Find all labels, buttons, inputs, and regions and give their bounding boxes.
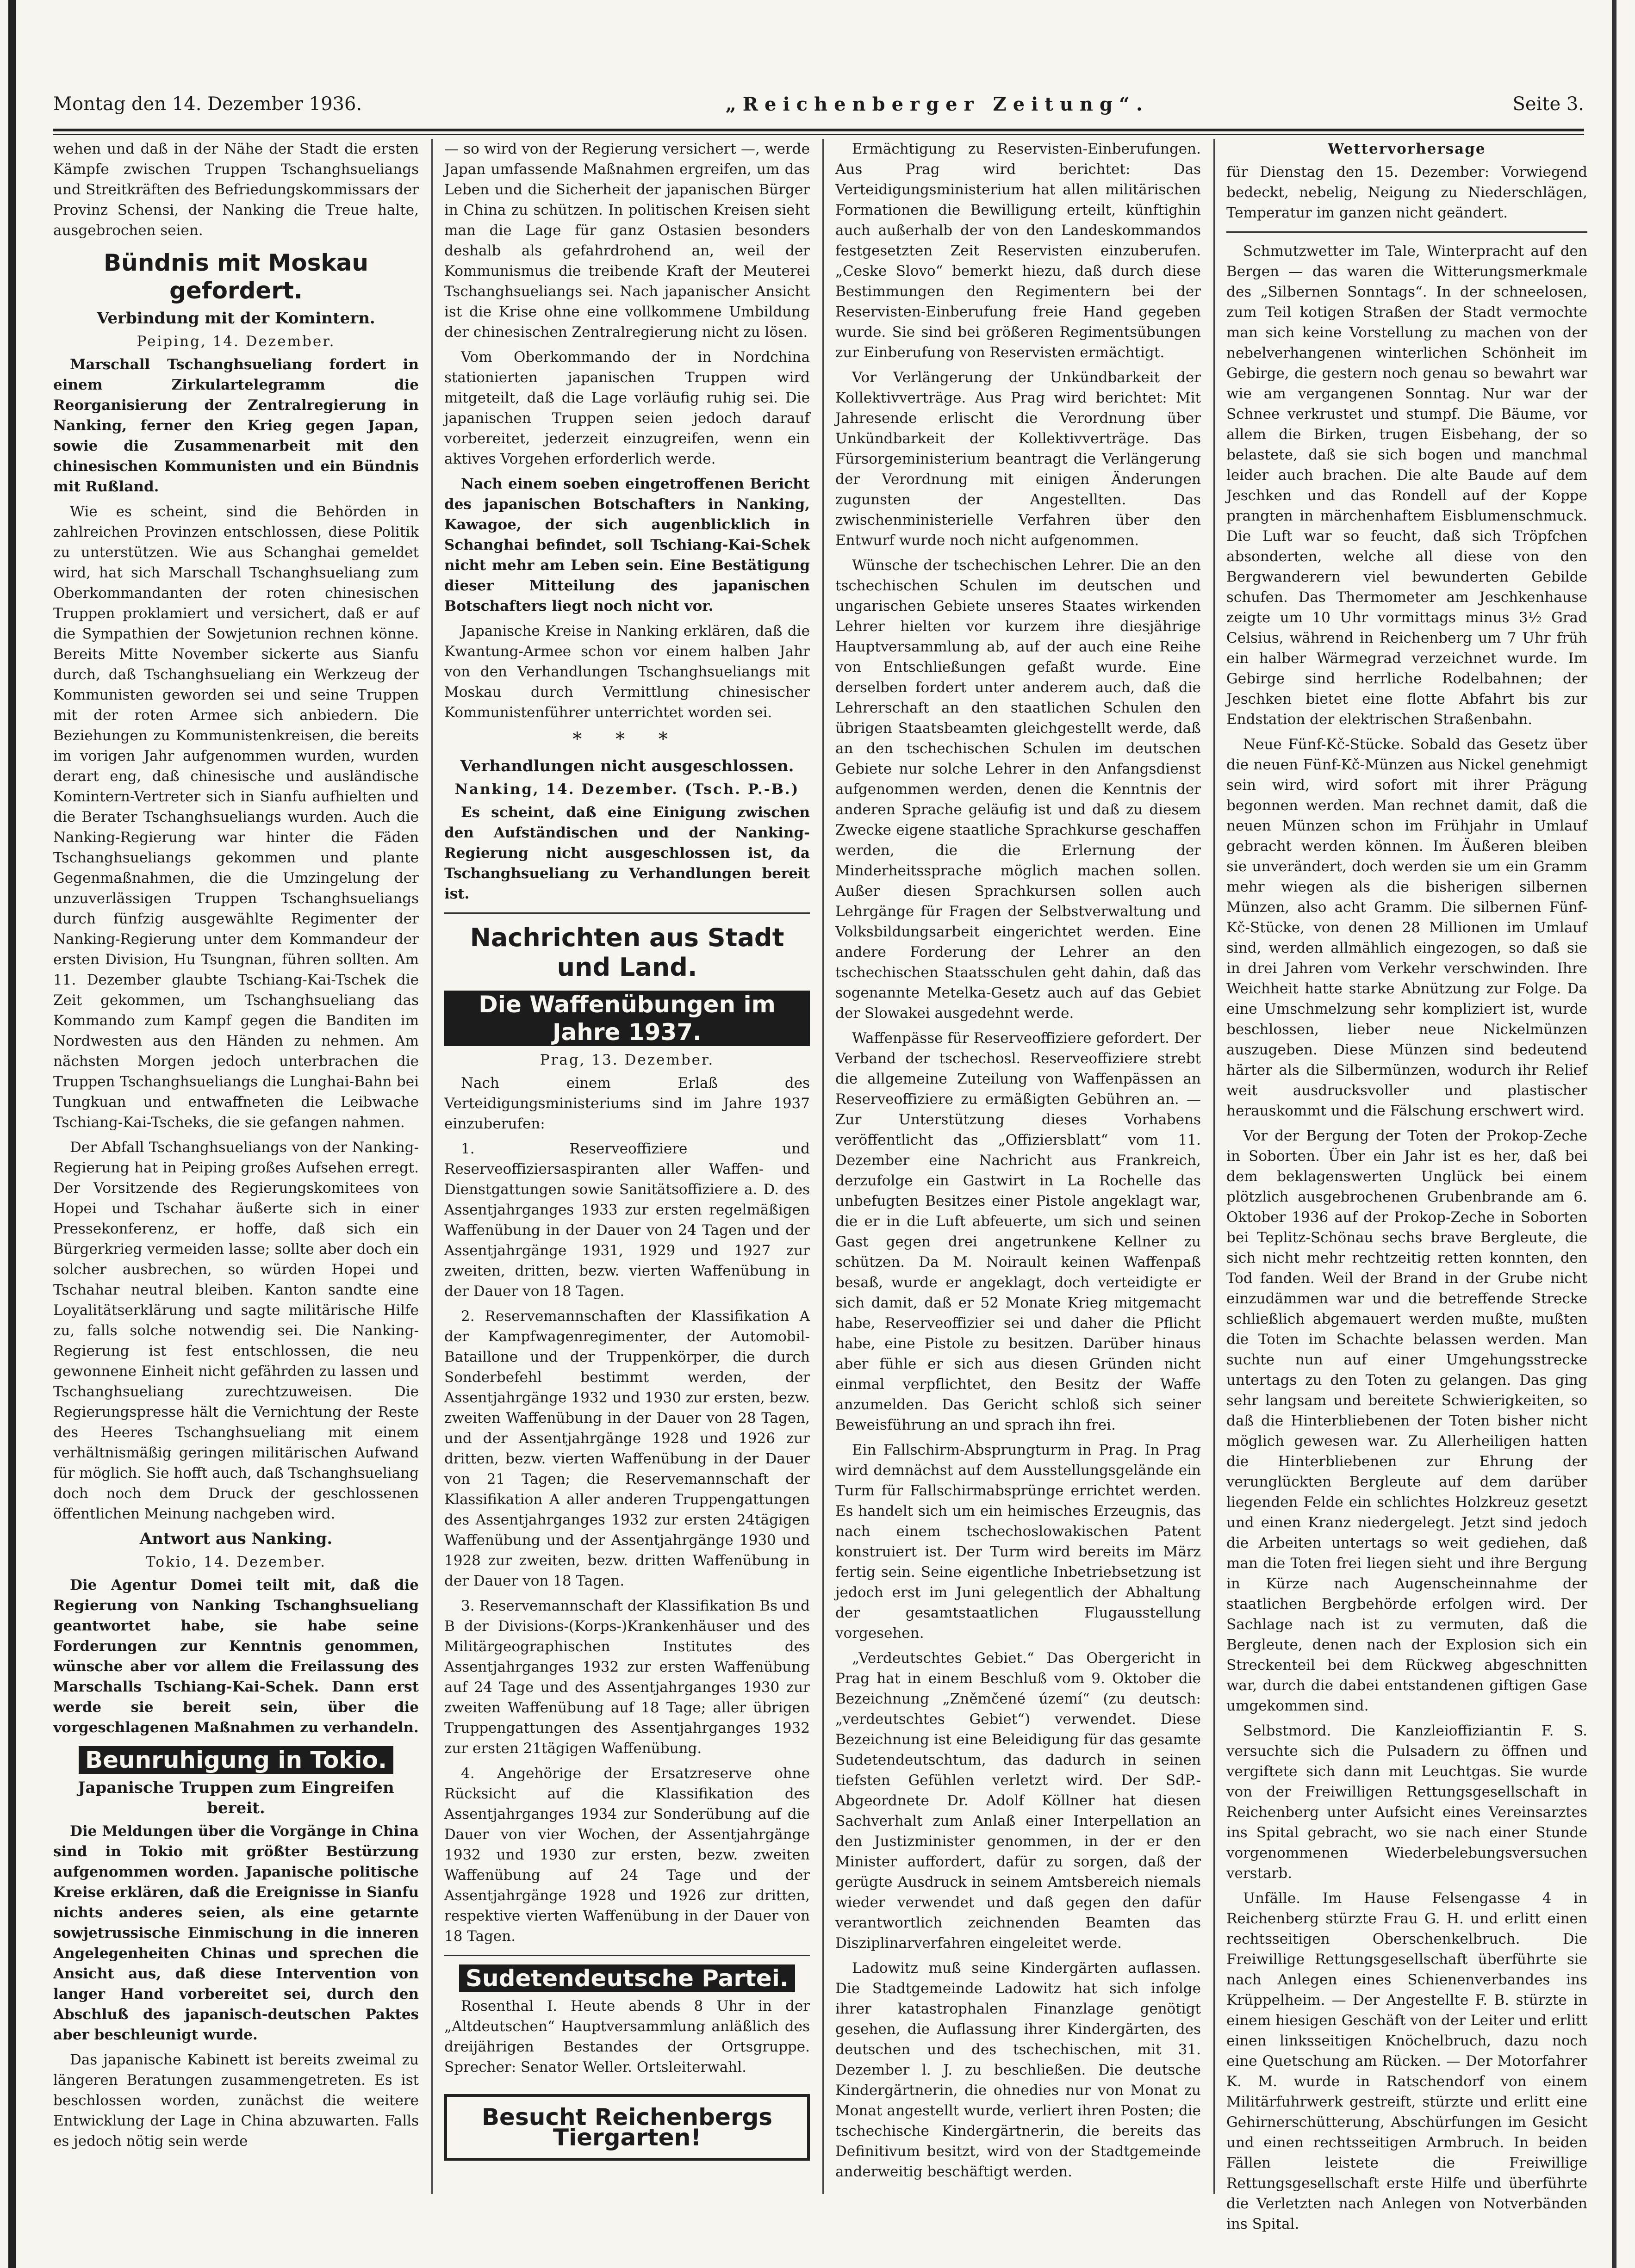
article-subheadline: Verhandlungen nicht ausgeschlossen. xyxy=(460,757,794,775)
column-3 xyxy=(835,139,1201,2194)
article-dateline: Tokio, 14. Dezember. xyxy=(146,1554,326,1570)
article-dateline: Prag, 13. Dezember. xyxy=(540,1052,715,1068)
column-1 xyxy=(53,139,419,2194)
news-item: Vor der Bergung der Toten der Prokop-Zeche in Soborten. Über ein Jahr ist es her, daß bei dem beklagenswerten Unglück bei einem plötzlich ausgebrochenen Grubenbrande am 6. Oktober 1936 auf der Prokop-Zeche in Soborten bei Teplitz-Schönau sechs brave Bergleute, die sich nicht mehr rechtzeitig retten konnten, den Tod fanden. Weil der Brand in der Grube nicht einzudämmen war und die betreffende Strecke schließlich abgemauert werden mußte, mußten die Toten im Schachte belassen werden. Man suchte nun auf einer Umgehungsstrecke untertags zu den Toten zu gelangen. Das ging sehr langsam und bereitete Schwierigkeiten, so daß die Hinterbliebenen der Toten bisher nicht möglich gewesen war. Zu Allerheiligen hatten die Hinterbliebenen zur Ehrung der verunglückten Bergleute auf dem darüber liegenden Felde ein schlichtes Holzkreuz gesetzt und einen Kranz niedergelegt. Jetzt sind jedoch die Arbeiten untertags so weit gediehen, daß man die Toten frei liegen sieht und ihre Bergung in Kürze nach Augenscheinnahme der staatlichen Bergbehörde erfolgen wird. Der Sachlage nach ist zu vermuten, daß die Bergleute, denen nach der Explosion sich ein Streckenteil bei dem Rückweg abgeschnitten war, durch die dabei entstandenen giftigen Gase umgekommen sind. xyxy=(1226,1128,1587,1714)
article-paragraph: Rosenthal I. Heute abends 8 Uhr in der „Altdeutschen“ Hauptversammlung anläßlich des dreijährigen Bestandes der Ortsgruppe. Sprecher: Senator Weller. Ortsleiterwahl. xyxy=(444,1998,810,2076)
newspaper-title: „Reichenberger Zeitung“. xyxy=(725,93,1149,115)
article-paragraph: Nach einem soeben eingetroffenen Bericht des japanischen Botschafters in Nanking, Kawagoe, der sich augenblicklich in Schanghai befindet, soll Tschiang-Kai-Schek nicht mehr am Leben sein. Eine Bestätigung dieser Mitteilung des japanischen Botschafters liegt noch nicht vor. xyxy=(444,476,810,614)
article-lead: Die Agentur Domei teilt mit, daß die Regierung von Nanking Tschanghsueliang geantwortet habe, sie habe seine Forderungen zur Kenntnis genommen, wünsche aber vor allem die Freilassung des Marschalls Tschiang-Kai-Schek. Dann erst werde sie bereit sein, über die vorgeschlagenen Maßnahmen zu verhandeln. xyxy=(53,1577,419,1736)
article-headline xyxy=(444,1964,810,1992)
article-subheadline: Antwort aus Nanking. xyxy=(139,1530,333,1548)
article-paragraph: 2. Reservemannschaften der Klassifikation A der Kampfwagenregimenter, der Automobil-Bataillone und der Truppenkörper, die durch Sonderbefehl bestimmt werden, der Assentjahrgänge 1932 und 1930 zur ersten, bezw. zweiten Waffenübung in der Dauer von 28 Tagen, und der Assentjahrgänge 1928 und 1926 zur dritten, bezw. vierten Waffenübung in der Dauer von 21 Tagen; die Reservemannschaft der Klassifikation A aller anderen Truppengattungen des Assentjahrganges 1932 zur ersten 24tägigen Waffenübung und der Assentjahrgänge 1930 und 1928 zur zweiten, bezw. dritten Waffenübung in der Dauer von 18 Tagen. xyxy=(444,1308,810,1589)
weather-title: Wettervorhersage xyxy=(1328,141,1486,157)
article-paragraph: — so wird von der Regierung versichert —, werde Japan umfassende Maßnahmen ergreifen, um das Leben und die Sicherheit der japanischen Bürger in China zu schützen. In politischen Kreisen sieht man die Lage für ganz Ostasien besonders deshalb als gefahrdrohend an, weil der Kommunismus die treibende Kraft der Meuterei Tschanghsueliangs sei. Nach japanischer Ansicht ist die Krise ohne eine vollkommene Umbildung der chinesischen Zentralregierung nicht zu lösen. xyxy=(444,141,810,341)
article-paragraph: Vom Oberkommando der in Nordchina stationierten japanischen Truppen wird mitgeteilt, daß die Lage vorläufig ruhig sei. Die japanischen Truppen seien jedoch darauf vorbereitet, jederzeit einzugreifen, wenn ein aktives Vorgehen erforderlich werde. xyxy=(444,349,810,467)
section-rule xyxy=(444,912,810,914)
headline-text: Beunruhigung in Tokio. xyxy=(79,1746,393,1774)
column-4 xyxy=(1226,139,1587,2232)
article-lead: Es scheint, daß eine Einigung zwischen den Aufständischen und der Nanking-Regierung nicht ausgeschlossen ist, da Tschanghsueliang zu Verhandlungen bereit ist. xyxy=(444,804,810,902)
column-2 xyxy=(444,139,810,2194)
article-lead: Die Meldungen über die Vorgänge in China sind in Tokio mit größter Bestürzung aufgenommen worden. Japanische politische Kreise erklären, daß die Ereignisse in Sianfu nichts anderes seien, als eine getarnte sowjetrussische Einmischung in die inneren Angelegenheiten Chinas und sprechen die Ansicht aus, daß diese Intervention von langer Hand vorbereitet sei, durch den Abschluß des japanisch-deutschen Paktes aber beschleunigt wurde. xyxy=(53,1823,419,2043)
section-rule xyxy=(444,1955,810,1956)
news-item: Neue Fünf-Kč-Stücke. Sobald das Gesetz über die neuen Fünf-Kč-Münzen aus Nickel genehmigt sein wird, wird sofort mit ihrer Prägung begonnen werden. Man rechnet damit, daß die neuen Münzen schon im Frühjahr in Umlauf gebracht werden können. Im Äußeren bleiben sie unverändert, doch werden sie um ein Gramm mehr wiegen als die bisherigen silbernen Münzen, also acht Gramm. Die silbernen Fünf-Kč-Stücke, von denen 28 Millionen im Umlauf sind, werden allmählich eingezogen, so daß sie in drei Jahren vom Verkehr verschwinden. Ihre Weichheit hatte starke Abnützung zur Folge. Da eine Umschmelzung sehr kompliziert ist, wurde beschlossen, lieber neue Nickelmünzen auszugeben. Diese Münzen sind bedeutend härter als die Silbermünzen, wodurch ihr Relief weit ausdrucksvoller und plastischer herauskommt und die Fälschung erschwert wird. xyxy=(1226,736,1587,1119)
article-paragraph: Der Abfall Tschanghsueliangs von der Nanking-Regierung hat in Peiping großes Aufsehen erregt. Der Vorsitzende des Regierungskomitees von Hopei und Tschahar äußerte sich in einer Pressekonferenz, er hoffe, daß sich ein Bürgerkrieg vermeiden lasse; sollte aber doch ein solcher ausbrechen, so würden Hopei und Tschahar neutral bleiben. Kanton sandte eine Loyalitätserklärung und sagte militärische Hilfe zu, falls solche notwendig sei. Die Nanking-Regierung ist fest entschlossen, die neu gewonnene Einheit nicht gefährden zu lassen und Tschanghsueliang zurechtzuweisen. Die Regierungspresse hält die Vernichtung der Reste des Heeres Tschanghsueliang mit einem verhältnismäßig geringen militärischen Aufwand für möglich. Sie hofft auch, daß Tschanghsueliang doch noch dem Druck der geschlossenen öffentlichen Meinung nachgeben wird. xyxy=(53,1139,419,1522)
news-item: Waffenpässe für Reserveoffiziere gefordert. Der Verband der tschechosl. Reserveoffiziere strebt die allgemeine Zuteilung von Waffenpässen an Reserveoffiziere zu ermäßigten Gebühren an. — Zur Unterstützung dieses Vorhabens veröffentlicht das „Offiziersblatt“ vom 11. Dezember eine Nachricht aus Frankreich, derzufolge ein Gastwirt in La Rochelle das unbefugten Besitzes einer Pistole angeklagt war, die er in die Luft abfeuerte, um sich und seinen Gast gegen drei angetrunkene Kellner zu schützen. Da M. Noirault keinen Waffenpaß besaß, wurde er angeklagt, doch verteidigte er sich damit, daß er 52 Monate Krieg mitgemacht habe, Reserveoffizier sei und daher die Pflicht habe, eine Pistole zu besitzen. Darüber hinaus aber fühle er sich aus diesen Gründen nicht einmal verpflichtet, den Besitz der Waffe anzumelden. Das Gericht schloß sich seiner Beweisführung an und sprach ihn frei. xyxy=(835,1030,1201,1433)
headline-text: Sudetendeutsche Partei. xyxy=(459,1964,795,1992)
article-dateline: Nanking, 14. Dezember. (Tsch. P.-B.) xyxy=(454,781,800,798)
advertisement-box: Besucht Reichenbergs Tiergarten! xyxy=(444,2094,810,2161)
column-divider xyxy=(1213,139,1215,2194)
article-headline: Bündnis mit Moskau gefordert. xyxy=(104,249,368,304)
article-paragraph: wehen und daß in der Nähe der Stadt die ersten Kämpfe zwischen Truppen Tschanghsueliangs und Streitkräften des Befriedungskommissars der Provinz Schensi, der Nanking die Treue halte, ausgebrochen seien. xyxy=(53,141,419,239)
section-rule xyxy=(1226,231,1587,233)
scan-border-right xyxy=(1612,0,1616,2268)
article-lead: Marschall Tschanghsueliang fordert in einem Zirkulartelegramm die Reorganisierung der Zentralregierung in Nanking, ferner den Krieg gegen Japan, sowie die Zusammenarbeit mit den chinesischen Kommunisten und ein Bündnis mit Rußland. xyxy=(53,356,419,495)
article-subheadline: Verbindung mit der Komintern. xyxy=(97,309,375,328)
article-paragraph: Das japanische Kabinett ist bereits zweimal zu längeren Beratungen zusammengetreten. Es ist beschlossen worden, zunächst die weitere Entwicklung der Lage in China abzuwarten. Falls es jedoch nötig sein werde xyxy=(53,2051,419,2150)
news-item: Ermächtigung zu Reservisten-Einberufungen. Aus Prag wird berichtet: Das Verteidigungsministerium hat allen militärischen Formationen die Bewilligung erteilt, künftighin auch außerhalb der von den Landeskommandos festgesetzten Zeit Reservisten einzuberufen. „Ceske Slovo“ bemerkt hiezu, daß durch diese Bestimmungen den Regimentern bei der Reservisten-Einberufung freie Hand gegeben wurde. Sie sind bei größeren Regimentsübungen zur Einberufung von Reservisten ermächtigt. xyxy=(835,141,1201,361)
column-divider xyxy=(822,139,824,2194)
article-headline xyxy=(444,991,810,1046)
news-item: Ein Fallschirm-Absprungturm in Prag. In Prag wird demnächst auf dem Ausstellungsgelände ein Turm für Fallschirmabsprünge errichtet werden. Es handelt sich um ein heimisches Erzeugnis, das nach einem tschechoslowakischen Patent konstruiert ist. Der Turm wird bereits im März fertig sein. Seine eigentliche Inbetriebsetzung ist jedoch erst im Juni gelegentlich der Abhaltung der gesamtstaatlichen Flugausstellung vorgesehen. xyxy=(835,1442,1201,1642)
page-header xyxy=(53,83,1584,125)
scan-border-left xyxy=(8,0,16,2268)
news-item: Vor Verlängerung der Unkündbarkeit der Kollektivverträge. Aus Prag wird berichtet: Mit Jahresende erlischt die Verordnung über Unkündbarkeit der Kollektivverträge. Das Fürsorgeministerium beantragt die Verlängerung der Verordnung mit einigen Änderungen zugunsten der Angestellten. Das zwischenministerielle Verfahren über den Entwurf wurde noch nicht aufgenommen. xyxy=(835,369,1201,549)
news-item: Schmutzwetter im Tale, Winterpracht auf den Bergen — das waren die Witterungsmerkmale des „Silbernen Sonntags“. In der schneelosen, zum Teil kotigen Straßen der Stadt vermochte man sich keine Vorstellung zu machen von der nebelverhangenen winterlichen Schönheit im Gebirge, die gestern noch genau so bewahrt war wie am vergangenen Sonntag. Nur war der Schnee verkrustet und stumpf. Die Bäume, vor allem die Birken, trugen Eisbehang, der so belastete, daß sie sich bogen und manchmal leider auch brachen. Die alte Baude auf dem Jeschken und das Rondell auf der Koppe prangten in märchenhaftem Eisblumenschmuck. Die Luft war so feucht, daß sich Tröpfchen absonderten, welche all diese von den Bergwanderern viel bewunderten Gebilde schufen. Das Thermometer am Jeschkenhause zeigte um 10 Uhr vormittags minus 3½ Grad Celsius, während in Reichenberg um 7 Uhr früh ein halber Wärmegrad verzeichnet wurde. Im Gebirge sind herrliche Rodelbahnen; der Jeschken bietet eine flotte Abfahrt bis zur Endstation der elektrischen Straßenbahn. xyxy=(1226,243,1587,728)
news-item: Unfälle. Im Hause Felsengasse 4 in Reichenberg stürzte Frau G. H. und erlitt einen rechtsseitigen Oberschenkelbruch. Die Freiwillige Rettungsgesellschaft überführte sie nach Anlegen eines Schienenverbandes ins Krüppelheim. — Der Angestellte F. B. stürzte in einem hiesigen Geschäft von der Leiter und erlitt einen linksseitigen Knöchelbruch, dazu noch eine Quetschung am Rücken. — Der Motorfahrer K. M. wurde in Ratschendorf von einem Militärfuhrwerk gestreift, stürzte und erlitt eine Gehirnerschütterung, Abschürfungen im Gesicht und einen rechtsseitigen Armbruch. In beiden Fällen leistete die Freiwillige Rettungsgesellschaft erste Hilfe und überführte die Verletzten nach Anlegen von Notverbänden ins Spital. xyxy=(1226,1890,1587,2232)
article-paragraph: Wie es scheint, sind die Behörden in zahlreichen Provinzen entschlossen, diese Politik zu unterstützen. Wie aus Schanghai gemeldet wird, hat sich Marschall Tschanghsueliang zum Oberkommandanten der roten chinesischen Truppen proklamiert und versichert, daß er auf die Sympathien der Sowjetunion rechnen könne. Bereits Mitte November sickerte aus Sianfu durch, daß Tschanghsueliang ein Werkzeug der Kommunisten geworden sei und seine Truppen mit der roten Armee sich anbiedern. Die Beziehungen zu Kommunistenkreisen, die bereits im vorigen Jahr aufgenommen wurden, wurden derart eng, daß chinesische und ausländische Komintern-Vertreter sich in Sianfu aufhielten und die Berater Tschanghsueliangs wurden. Auch die Nanking-Regierung war hinter die Fäden Tschanghsueliangs gekommen und plante Gegenmaßnahmen, die die Umzingelung der unzuverlässigen Truppen Tschanghsueliangs durch fünfzig ausgewählte Regimenter der Nanking-Regierung unter dem Kommandeur der ersten Division, Hu Tsungnan, führen sollten. Am 11. Dezember glaubte Tschiang-Kai-Tschek die Zeit gekommen, um Tschanghsueliang das Kommando zum Kampf gegen die Banditen im Nordwesten aus den Händen zu nehmen. Am nächsten Morgen jedoch unterbrachen die Truppen Tschanghsueliangs die Lunghai-Bahn bei Tungkuan und entwaffneten die Leibwache Tschiang-Kai-Tscheks, die sie gefangen nahmen. xyxy=(53,503,419,1131)
news-item: Selbstmord. Die Kanzleioffiziantin F. S. versuchte sich die Pulsadern zu öffnen und vergiftete sich dann mit Leuchtgas. Sie wurde von der Freiwilligen Rettungsgesellschaft in Reichenberg unter Aufsicht eines Vereinsarztes ins Spital gebracht, wo sie nach einer Stunde vorgenommenen Wiederbelebungsversuchen verstarb. xyxy=(1226,1723,1587,1882)
article-paragraph: 3. Reservemannschaft der Klassifikation Bs und B der Divisions-(Korps-)Krankenhäuser und des Militärgeographischen Institutes des Assentjahrganges 1932 zur ersten Waffenübung auf 24 Tage und des Assentjahrganges 1930 zur zweiten Waffenübung auf 18 Tage; aller übrigen Truppengattungen des Assentjahrganges 1932 zur ersten 21tägigen Waffenübung. xyxy=(444,1598,810,1757)
issue-date: Montag den 14. Dezember 1936. xyxy=(53,93,362,115)
article-paragraph: Japanische Kreise in Nanking erklären, daß die Kwantung-Armee schon vor einem halben Jahr von den Verhandlungen Tschanghsueliangs mit Moskau durch Vermittlung chinesischer Kommunistenführer unterrichtet worden sei. xyxy=(444,623,810,721)
header-rule xyxy=(53,129,1584,131)
weather-forecast: für Dienstag den 15. Dezember: Vorwiegend bedeckt, nebelig, Neigung zu Niederschlägen, Temperatur im ganzen nicht geändert. xyxy=(1226,164,1587,221)
news-item: Ladowitz muß seine Kindergärten auflassen. Die Stadtgemeinde Ladowitz hat sich infolge ihrer katastrophalen Finanzlage genötigt gesehen, die Auflassung ihrer Kindergärten, des deutschen und des tschechischen, mit 31. Dezember l. J. zu beschließen. Die deutsche Kindergärtnerin, die ohnedies nur von Monat zu Monat angestellt wurde, verliert ihren Posten; die tschechische Kindergärtnerin, die bereits das Definitivum besitzt, wird von der Stadtgemeinde anderweitig beschäftigt werden. xyxy=(835,1960,1201,2180)
headline-text: Die Waffenübungen im Jahre 1937. xyxy=(444,991,810,1046)
news-item: Wünsche der tschechischen Lehrer. Die an den tschechischen Schulen im deutschen und ungarischen Gebiete unseres Staates wirkenden Lehrer hielten vor kurzem ihre diesjährige Hauptversammlung ab, auf der auch eine Reihe von Entschließungen gefaßt wurde. Eine derselben fordert unter anderem auch, daß die Lehrerschaft an den staatlichen Schulen den übrigen Staatsbeamten gleichgestellt werde, daß an den tschechischen Schulen im deutschen Gebiete nur solche Lehrer in den Anfangsdienst aufgenommen werden, denen die Kenntnis der anderen Sprache geläufig ist und daß zu diesem Zwecke eigene staatliche Sprachkurse geschaffen werden, die die Erlernung der Minderheitssprache möglich machen sollen. Außer diesen Sprachkursen sollen auch Lehrgänge für Fragen der Selbstverwaltung und Volksbildungsarbeit eingerichtet werden. Eine andere Forderung der Lehrer an den tschechischen Staatsschulen geht dahin, daß das sogenannte Metelka-Gesetz auch auf das Gebiet der Slowakei ausgedehnt werde. xyxy=(835,557,1201,1022)
section-title: Nachrichten aus Stadt und Land. xyxy=(470,923,784,982)
article-paragraph: 1. Reserveoffiziere und Reserveoffiziersaspiranten aller Waffen- und Dienstgattungen sowie Sanitätsoffiziere a. D. des Assentjahrganges 1933 zur ersten regelmäßigen Waffenübung in der Dauer von 24 Tagen und der Assentjahrgänge 1931, 1929 und 1927 zur zweiten, dritten, bezw. vierten Waffenübung in der Dauer von 18 Tagen. xyxy=(444,1140,810,1300)
section-separator: * * * xyxy=(572,729,682,750)
header-rule-thin xyxy=(53,134,1584,135)
news-item: „Verdeutschtes Gebiet.“ Das Obergericht in Prag hat in einem Beschluß vom 9. Oktober die Bezeichnung „Zněmčené území“ (zu deutsch: „verdeutschtes Gebiet“) verwendet. Diese Bezeichnung ist eine Beleidigung für das gesamte Sudetendeutschtum, das dadurch in seinen tiefsten Gefühlen verletzt wird. Der SdP.-Abgeordnete Dr. Adolf Köllner hat diesen Sachverhalt zum Anlaß einer Interpellation an den Justizminister genommen, in der er den Minister auffordert, dafür zu sorgen, daß der gerügte Ausdruck in seinem Amtsbereich niemals wieder verwendet und daß gegen den dafür verantwortlich zeichnenden Beamten das Disziplinarverfahren eingeleitet werde. xyxy=(835,1650,1201,1952)
page-number: Seite 3. xyxy=(1512,93,1584,115)
article-paragraph: 4. Angehörige der Ersatzreserve ohne Rücksicht auf die Klassifikation des Assentjahrganges 1934 zur Sonderübung auf die Dauer von vier Wochen, der Assentjahrgänge 1932 und 1930 zur ersten, bezw. zweiten Waffenübung auf 24 Tage und der Assentjahrgänge 1928 und 1926 zur dritten, respektive vierten Waffenübung in der Dauer von 18 Tagen. xyxy=(444,1765,810,1945)
column-divider xyxy=(431,139,433,2194)
article-paragraph: Nach einem Erlaß des Verteidigungsministeriums sind im Jahre 1937 einzuberufen: xyxy=(444,1075,810,1132)
article-headline xyxy=(53,1746,419,1774)
article-subheadline: Japanische Truppen zum Eingreifen bereit. xyxy=(78,1778,394,1817)
article-dateline: Peiping, 14. Dezember. xyxy=(137,333,336,350)
